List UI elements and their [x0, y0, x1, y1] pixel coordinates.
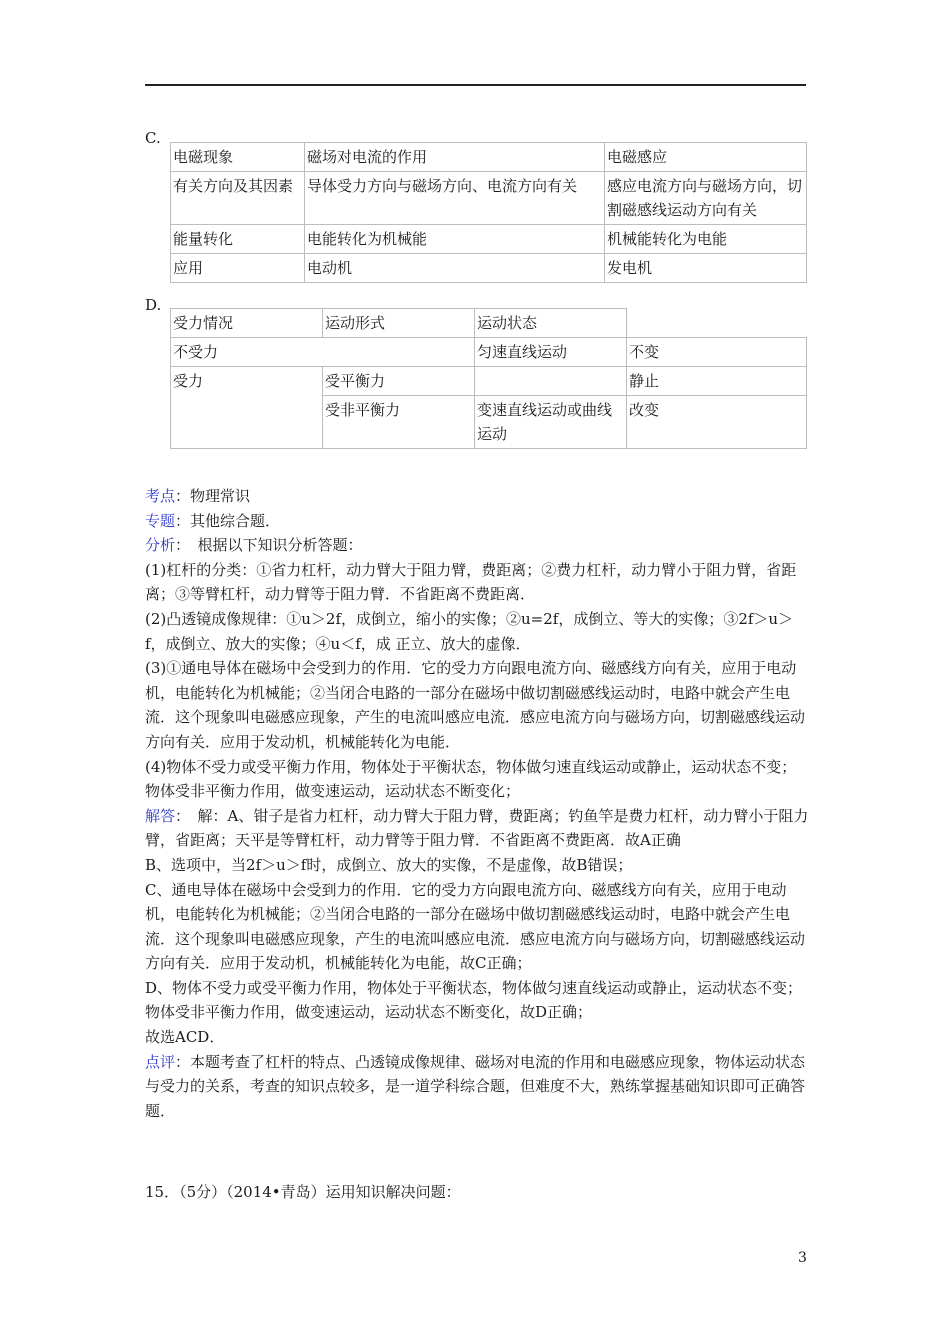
table-cell: 受非平衡力: [323, 396, 475, 449]
table-row: [171, 143, 807, 172]
conclusion: 故选ACD．: [145, 1028, 225, 1047]
fenxi-line: [145, 533, 810, 558]
jieda-line: [145, 804, 810, 853]
table-cell: 磁场对电流的作用: [305, 143, 605, 172]
kaodian-line: [145, 484, 810, 509]
table-row: [171, 338, 807, 367]
table-row: [171, 172, 807, 225]
table-cell: 电能转化为机械能: [305, 225, 605, 254]
table-cell: 运动形式: [323, 309, 475, 338]
kaodian-text: ：物理常识: [175, 487, 251, 505]
option-c-label: C.: [145, 129, 161, 147]
page-number: 3: [798, 1250, 807, 1266]
dianping-label: 点评: [145, 1052, 176, 1071]
analysis-section: [145, 484, 810, 1123]
table-cell: 变速直线运动或曲线运动: [475, 396, 627, 449]
fenxi-point-4: (4)物体不受力或受平衡力作用，物体处于平衡状态，物体做匀速直线运动或静止，运动状态不变；物体受非平衡力作用，做变速运动，运动状态不断变化；: [145, 757, 797, 801]
table-cell: 不变: [627, 338, 807, 367]
table-cell: 能量转化: [171, 225, 305, 254]
table-row: [171, 367, 807, 396]
dianping-line: [145, 1050, 810, 1124]
kaodian-label: 考点: [145, 487, 176, 505]
table-cell: 发电机: [605, 254, 807, 283]
table-cell: 不受力: [171, 338, 475, 367]
table-cell: 电动机: [305, 254, 605, 283]
zhuanti-label: 专题: [145, 511, 176, 530]
table-cell: 导体受力方向与磁场方向、电流方向有关: [305, 172, 605, 225]
fenxi-point-1: (1)杠杆的分类：①省力杠杆，动力臂大于阻力臂，费距离；②费力杠杆，动力臂小于阻力臂，省距离；③等臂杠杆，动力臂等于阻力臂．不省距离不费距离．: [145, 560, 797, 604]
table-row: [171, 254, 807, 283]
table-cell: 有关方向及其因素: [171, 172, 305, 225]
jieda-label: 解答: [145, 806, 176, 825]
jieda-text: ： 解：A、钳子是省力杠杆，动力臂大于阻力臂，费距离；钓鱼竿是费力杠杆，动力臂小于阻力臂，省距离；天平是等臂杠杆，动力臂等于阻力臂．不省距离不费距离．故A正确: [145, 806, 809, 850]
table-cell: [475, 367, 627, 396]
jieda-b: B、选项中，当2f＞u＞f时，成倒立、放大的实像，不是虚像，故B错误；: [145, 855, 633, 874]
table-cell: 静止: [627, 367, 807, 396]
fenxi-point-2: (2)凸透镜成像规律：①u＞2f，成倒立，缩小的实像；②u=2f，成倒立、等大的实像；③2f＞u＞f，成倒立、放大的实像；④u＜f，成 正立、放大的虚像．: [145, 609, 794, 653]
header-rule: [145, 84, 806, 86]
dianping-text: ：本题考查了杠杆的特点、凸透镜成像规律、磁场对电流的作用和电磁感应现象，物体运动状态与受力的关系，考查的知识点较多，是一道学科综合题，但难度不大，熟练掌握基础知识即可正确答题．: [145, 1052, 806, 1120]
option-d-table: [170, 308, 807, 449]
jieda-c: C、通电导体在磁场中会受到力的作用．它的受力方向跟电流方向、磁感线方向有关，应用于电动机，电能转化为机械能；②当闭合电路的一部分在磁场中做切割磁感线运动时，电路中就会产生电流．这个现象叫电磁感应现象，产生的电流叫感应电流．感应电流方向与磁场方向，切割磁感线运动方向有关．应用于发动机，机械能转化为电能，故C正确；: [145, 880, 806, 973]
option-c-table: [170, 142, 807, 283]
jieda-d: D、物体不受力或受平衡力作用，物体处于平衡状态，物体做匀速直线运动或静止，运动状态不变；物体受非平衡力作用，做变速运动，运动状态不断变化，故D正确；: [145, 978, 803, 1022]
table-cell: 受力情况: [171, 309, 323, 338]
zhuanti-text: ：其他综合题．: [175, 511, 281, 530]
table-cell: 电磁现象: [171, 143, 305, 172]
option-d-label: D.: [145, 296, 162, 314]
fenxi-point-3: (3)①通电导体在磁场中会受到力的作用．它的受力方向跟电流方向、磁感线方向有关，应用于电动机，电能转化为机械能；②当闭合电路的一部分在磁场中做切割磁感线运动时，电路中就会产生电流．这个现象叫电磁感应现象，产生的电流叫感应电流．感应电流方向与磁场方向，切割磁感线运动方向有关．应用于发动机，机械能转化为电能．: [145, 659, 806, 751]
zhuanti-line: [145, 509, 810, 534]
table-cell: 感应电流方向与磁场方向，切割磁感线运动方向有关: [605, 172, 807, 225]
table-cell: 电磁感应: [605, 143, 807, 172]
fenxi-label: 分析: [145, 536, 176, 555]
table-cell: 运动状态: [475, 309, 627, 338]
table-cell: 改变: [627, 396, 807, 449]
fenxi-text: ： 根据以下知识分析答题：: [175, 536, 363, 555]
table-cell: 机械能转化为电能: [605, 225, 807, 254]
table-row: [171, 225, 807, 254]
question-15: 15．（5分）（2014•青岛）运用知识解决问题：: [145, 1183, 461, 1201]
table-cell: 受平衡力: [323, 367, 475, 396]
table-cell-empty: [627, 309, 807, 338]
table-cell: 应用: [171, 254, 305, 283]
table-row: [171, 309, 807, 338]
table-cell: 受力: [171, 367, 323, 449]
table-cell: 匀速直线运动: [475, 338, 627, 367]
